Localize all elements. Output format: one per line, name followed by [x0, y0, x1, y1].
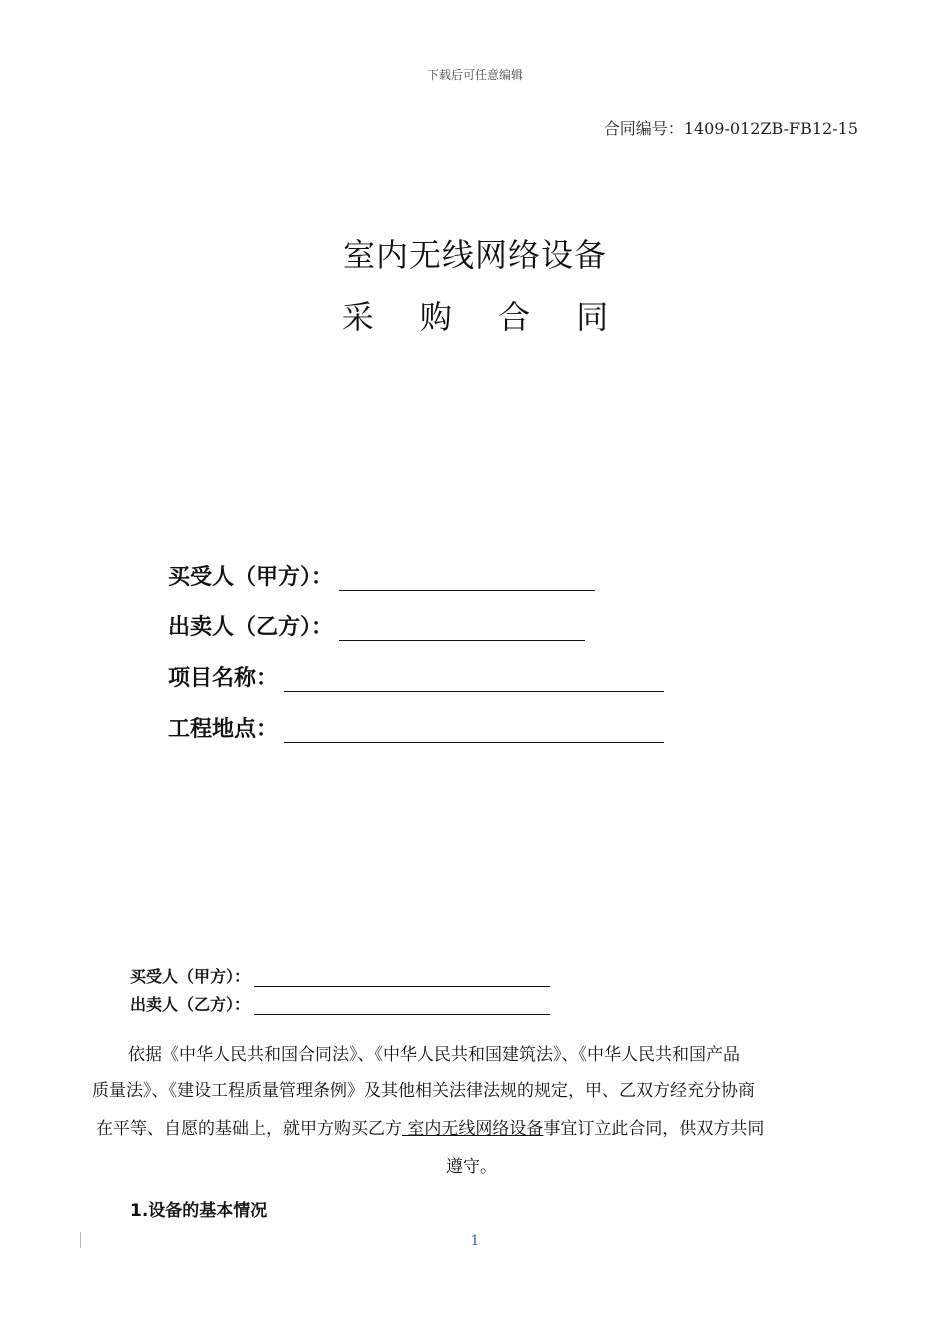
header-note: 下载后可任意编辑: [426, 68, 523, 82]
sign-seller-row: [130, 992, 550, 1016]
cover-location-label: 工程地点：: [168, 717, 279, 742]
page-number: 1: [470, 1233, 480, 1249]
cover-buyer-label: 买受人（甲方）：: [168, 565, 334, 590]
section-1-heading: 1.设备的基本情况: [130, 1201, 268, 1221]
sign-buyer-blank[interactable]: [254, 970, 550, 987]
contract-number: 合同编号：1409-012ZB-FB12-15: [603, 119, 858, 138]
purchase-item-name: 室内无线网络设备: [402, 1119, 544, 1139]
preamble-line-3-post: 事宜订立此合同，供双方共同: [543, 1119, 765, 1139]
document-subtitle: 采 购 合 同: [341, 298, 627, 336]
document-title: 室内无线网络设备: [342, 236, 607, 274]
cover-seller-row: [168, 610, 585, 640]
cover-buyer-blank[interactable]: [339, 570, 595, 591]
sign-buyer-label: 买受人（甲方）：: [130, 967, 251, 986]
cover-location-blank[interactable]: [284, 722, 664, 743]
sign-seller-blank[interactable]: [254, 998, 550, 1015]
preamble-line-3: [96, 1114, 764, 1139]
preamble-line-3-pre: 在平等、自愿的基础上，就甲方购买乙方: [96, 1119, 402, 1139]
preamble-line-4: 遵守。: [446, 1157, 497, 1177]
cover-project-row: [168, 661, 664, 691]
cover-project-label: 项目名称：: [168, 666, 279, 691]
sign-buyer-row: [130, 964, 550, 988]
cover-project-blank[interactable]: [284, 671, 664, 692]
preamble-line-2: 质量法》、《建设工程质量管理条例》及其他相关法律法规的规定，甲、乙双方经充分协商: [92, 1081, 755, 1101]
preamble-line-1: 依据《中华人民共和国合同法》、《中华人民共和国建筑法》、《中华人民共和国产品: [128, 1045, 740, 1065]
cover-buyer-row: [168, 560, 595, 590]
sign-seller-label: 出卖人（乙方）：: [130, 995, 251, 1014]
cover-seller-label: 出卖人（乙方）：: [168, 615, 334, 640]
cover-location-row: [168, 712, 664, 742]
cover-seller-blank[interactable]: [339, 620, 585, 641]
